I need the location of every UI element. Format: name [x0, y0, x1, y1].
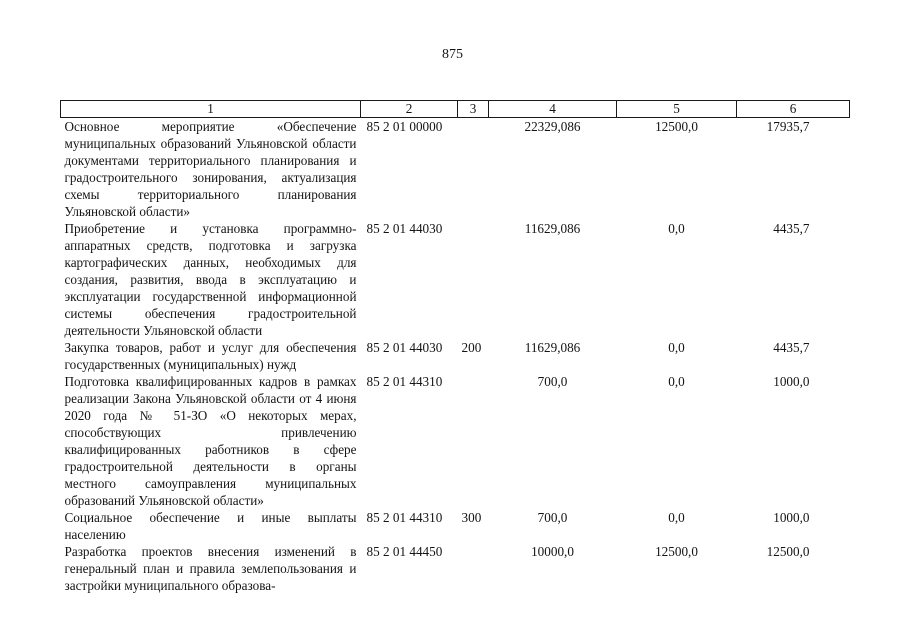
table-row [61, 373, 850, 509]
row-code: 85 2 01 00000 [366, 119, 443, 134]
table-row [61, 118, 850, 221]
row-value-col5: 0,0 [668, 340, 685, 355]
row-code: 85 2 01 44030 [366, 221, 443, 236]
row-code: 85 2 01 44030 [366, 340, 443, 355]
row-name: Закупка товаров, работ и услуг для обеспечения государственных (муниципальных) нужд [64, 340, 357, 372]
column-header-1: 1 [61, 101, 361, 118]
row-value-col6: 4435,7 [773, 221, 810, 236]
column-header-6: 6 [737, 101, 850, 118]
table-row [61, 509, 850, 543]
row-type: 200 [461, 340, 482, 355]
row-type: 300 [461, 510, 482, 525]
row-value-col5: 0,0 [668, 221, 685, 236]
row-value-col4: 11629,086 [524, 340, 581, 355]
row-value-col5: 12500,0 [655, 119, 698, 134]
row-value-col6: 17935,7 [766, 119, 810, 134]
row-value-col5: 12500,0 [655, 544, 698, 559]
row-name: Приобретение и установка программно-аппаратных средств, подготовка и загрузка картографических данных, необходимых для создания, развития, ввода в эксплуатацию и эксплуатации государственной информационной системы обеспечения градостроительной деятельности Ульяновской области [64, 221, 357, 338]
row-value-col6: 1000,0 [773, 510, 810, 525]
column-header-5: 5 [617, 101, 737, 118]
table-row [61, 543, 850, 594]
row-value-col6: 12500,0 [766, 544, 810, 559]
row-value-col4: 700,0 [537, 374, 568, 389]
row-value-col5: 0,0 [668, 510, 685, 525]
table-row [61, 339, 850, 373]
row-type [458, 373, 489, 509]
column-header-2: 2 [361, 101, 458, 118]
header-row [61, 101, 850, 118]
row-name: Подготовка квалифицированных кадров в рамках реализации Закона Ульяновской области от 4 июня 2020 года № 51-ЗО «О некоторых мерах, способствующих привлечению квалифицированных работников в сфере градостроительной деятельности в органы местного самоуправления муниципальных образований Ульяновской области» [64, 374, 357, 508]
row-name: Основное мероприятие «Обеспечение муниципальных образований Ульяновской области документами территориального планирования и градостроительного зонирования, актуализация схемы территориального планирования Ульяновской области» [64, 119, 357, 219]
page-number: 875 [442, 47, 463, 62]
row-value-col4: 10000,0 [531, 544, 574, 559]
row-code: 85 2 01 44450 [366, 544, 443, 559]
row-value-col4: 11629,086 [524, 221, 581, 236]
row-type [458, 118, 489, 221]
table-row [61, 220, 850, 339]
row-value-col4: 22329,086 [524, 119, 581, 134]
column-header-3: 3 [458, 101, 489, 118]
row-name: Социальное обеспечение и иные выплаты населению [64, 510, 357, 542]
budget-table [60, 100, 850, 594]
row-code: 85 2 01 44310 [366, 510, 443, 525]
row-value-col4: 700,0 [537, 510, 568, 525]
row-value-col5: 0,0 [668, 374, 685, 389]
column-header-4: 4 [489, 101, 617, 118]
row-value-col6: 1000,0 [773, 374, 810, 389]
row-value-col6: 4435,7 [773, 340, 810, 355]
row-type [458, 543, 489, 594]
row-type [458, 220, 489, 339]
row-name: Разработка проектов внесения изменений в генеральный план и правила землепользования и застройки муниципального образова- [64, 544, 357, 593]
row-code: 85 2 01 44310 [366, 374, 443, 389]
